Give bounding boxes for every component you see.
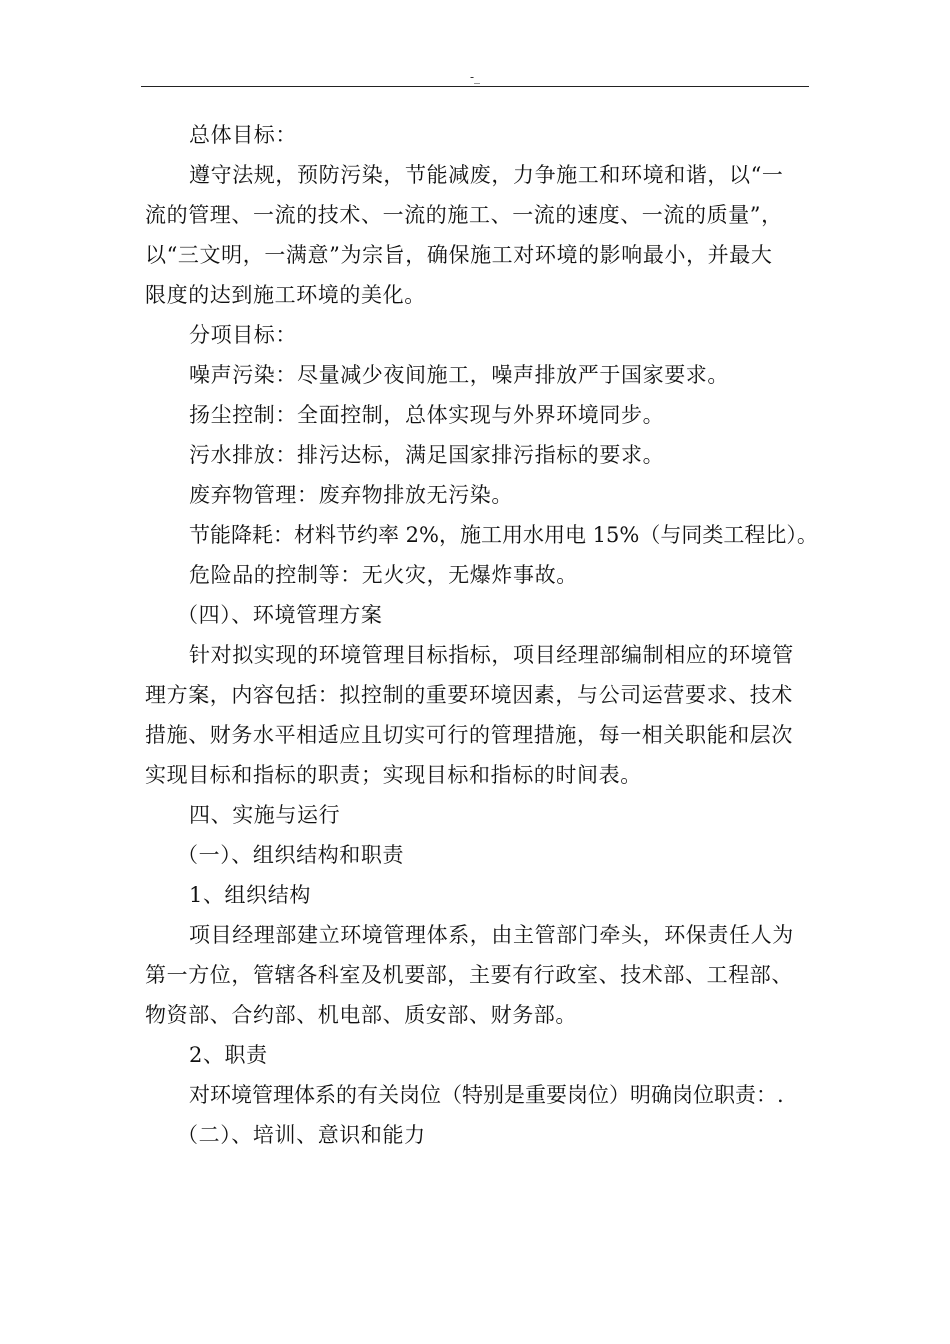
section-heading-training: （二）、培训、意识和能力 (177, 1123, 426, 1147)
section-heading-env-plan: （四）、环境管理方案 (177, 603, 383, 627)
goal-item-noise: 噪声污染：尽量减少夜间施工，噪声排放严于国家要求。 (189, 363, 729, 387)
paragraph-line: 限度的达到施工环境的美化。 (145, 283, 426, 307)
paragraph-line: 第一方位，管辖各科室及机要部，主要有行政室、技术部、工程部、 (145, 963, 793, 987)
header-rule (141, 86, 809, 87)
paragraph-line: 措施、财务水平相适应且切实可行的管理措施，每一相关职能和层次 (145, 723, 793, 747)
paragraph-line: 流的管理、一流的技术、一流的施工、一流的速度、一流的质量”， (145, 203, 783, 227)
paragraph-line: 以“三文明，一满意”为宗旨，确保施工对环境的影响最小，并最大 (145, 243, 773, 267)
subheading-duties: 2、职责 (189, 1043, 268, 1067)
document-body (145, 115, 818, 1155)
section-heading-org-structure: （一）、组织结构和职责 (177, 843, 405, 867)
goal-item-wastewater: 污水排放：排污达标，满足国家排污指标的要求。 (189, 443, 665, 467)
goal-item-hazard: 危险品的控制等：无火灾，无爆炸事故。 (189, 563, 578, 587)
paragraph-line: 实现目标和指标的职责；实现目标和指标的时间表。 (145, 763, 642, 787)
paragraph-line: 对环境管理体系的有关岗位（特别是重要岗位）明确岗位职责：. (189, 1083, 784, 1107)
goal-item-energy: 节能降耗：材料节约率 2%，施工用水用电 15%（与同类工程比）。 (189, 523, 818, 547)
paragraph-line: 理方案，内容包括：拟控制的重要环境因素，与公司运营要求、技术 (145, 683, 793, 707)
goal-item-waste: 废弃物管理：废弃物排放无污染。 (189, 483, 513, 507)
section-heading-implementation: 四、实施与运行 (189, 803, 341, 827)
heading-overall-goal: 总体目标： (189, 123, 297, 147)
goal-item-dust: 扬尘控制：全面控制，总体实现与外界环境同步。 (189, 403, 665, 427)
header-mark: -_ (469, 70, 481, 84)
paragraph-line: 针对拟实现的环境管理目标指标，项目经理部编制相应的环境管 (189, 643, 794, 667)
heading-sub-goals: 分项目标： (189, 323, 297, 347)
subheading-org-structure: 1、组织结构 (189, 883, 311, 907)
paragraph-line: 项目经理部建立环境管理体系，由主管部门牵头，环保责任人为 (189, 923, 794, 947)
paragraph-line: 物资部、合约部、机电部、质安部、财务部。 (145, 1003, 577, 1027)
paragraph-line: 遵守法规，预防污染，节能减废，力争施工和环境和谐，以“一 (189, 163, 784, 187)
